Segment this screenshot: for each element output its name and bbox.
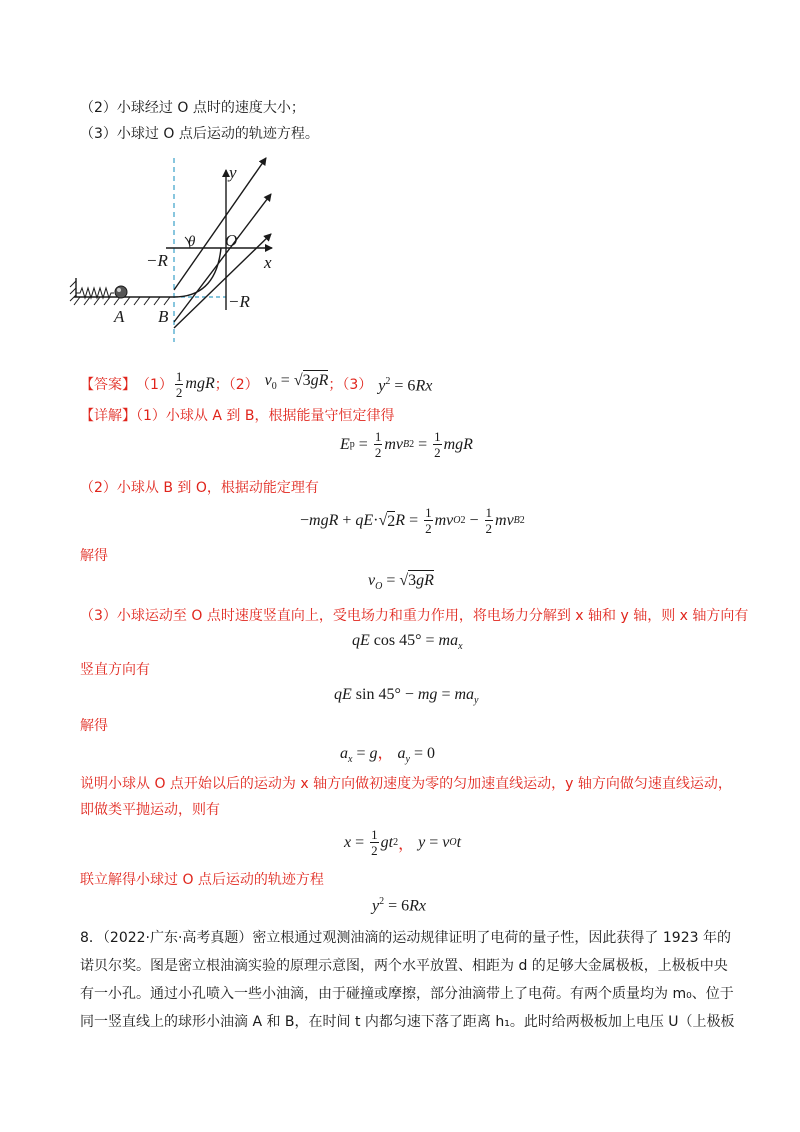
detail-vertical: 竖直方向有 [80,662,150,678]
equation-vO: $v_O = √3gR$ [368,572,434,593]
question-2: （2）小球经过 O 点时的速度大小； [80,100,305,116]
detail-jiede-1: 解得 [80,548,108,564]
detail-step1: 【详解】（1）小球从 A 到 B，根据能量守恒定律得 [80,408,395,424]
detail-label: 【详解】 [80,408,136,424]
equation-energy: E p = $\frac{1}{2}$ mv B 2 = $\frac{1}{2}$ mgR [340,429,473,460]
label-A: A [114,307,125,326]
answer-line [80,370,432,399]
answer-part3-label: ；（3） [328,376,373,393]
physics-figure [66,150,296,350]
label-B: B [158,307,169,326]
field-line-2 [174,194,271,322]
detail-explain-2: 即做类平抛运动，则有 [80,802,220,818]
wall-hatch [70,281,76,301]
answer-part1-label: （1） [136,376,173,393]
problem8-line3: 有一小孔。通过小孔喷入一些小油滴，由于碰撞或摩擦，部分油滴带上了电荷。有两个质量均为 m₀、位于 [80,986,734,1002]
detail-explain-1: 说明小球从 O 点开始以后的运动为 x 轴方向做初速度为零的匀加速直线运动，y 轴方向做匀速直线运动， [80,776,732,792]
equation-motion: x = $\frac{1}{2}$ gt 2 ， y = v O t [344,827,462,858]
equation-y-direction: qE sin 45° − mg = $ma_y$ [334,686,479,707]
detail-step3: （3）小球运动至 O 点时速度竖直向上，受电场力和重力作用，将电场力分解到 x 轴和 y 轴，则 x 轴方向有 [80,608,749,624]
detail-step2: （2）小球从 B 到 O，根据动能定理有 [80,480,319,496]
problem8-line2: 诺贝尔奖。图是密立根油滴实验的原理示意图，两个水平放置、相距为 d 的足够大金属极板，上极板中央 [80,958,728,974]
field-line-1 [174,158,266,290]
equation-x-direction: qE $\cos 45^\circ = ma_x$ [352,632,463,653]
answer-1-formula: $\frac{1}{2}$ mgR [175,369,215,400]
label-y: y [229,163,237,182]
question-3: （3）小球过 O 点后运动的轨迹方程。 [80,126,319,142]
answer-2-formula: $v_0 = √3gR$ [264,372,329,393]
equation-kinetic: − mgR + qE · √ 2 R = $\frac{1}{2}$ mv O 2 − $\frac{1}{2}$ mv B 2 [300,505,525,536]
answer-label: 【答案】 [80,376,136,393]
detail-combine: 联立解得小球过 O 点后运动的轨迹方程 [80,872,324,888]
problem8-line4: 同一竖直线上的球形小油滴 A 和 B，在时间 t 内都匀速下落了距离 h₁。此时给两极板加上电压 U（上极板 [80,1014,735,1030]
problem8-line1: 8．（2022·广东·高考真题）密立根通过观测油滴的运动规律证明了电荷的量子性，因此获得了 1923 年的 [80,930,731,946]
label-negR-bottom: −R [228,292,250,311]
answer-part2-label: ；（2） [214,376,259,393]
label-theta: θ [188,234,196,250]
label-O: O [225,231,238,250]
equation-trajectory: $y^2 = 6Rx$ [372,896,427,915]
equation-accelerations: $a_x = g$， $a_y = 0$ [340,745,435,766]
detail-jiede-2: 解得 [80,718,108,734]
ball [115,286,127,298]
label-negR-left: −R [146,251,168,270]
answer-3-formula: $y^2 = 6Rx$ [378,376,433,395]
label-x: x [264,253,272,272]
